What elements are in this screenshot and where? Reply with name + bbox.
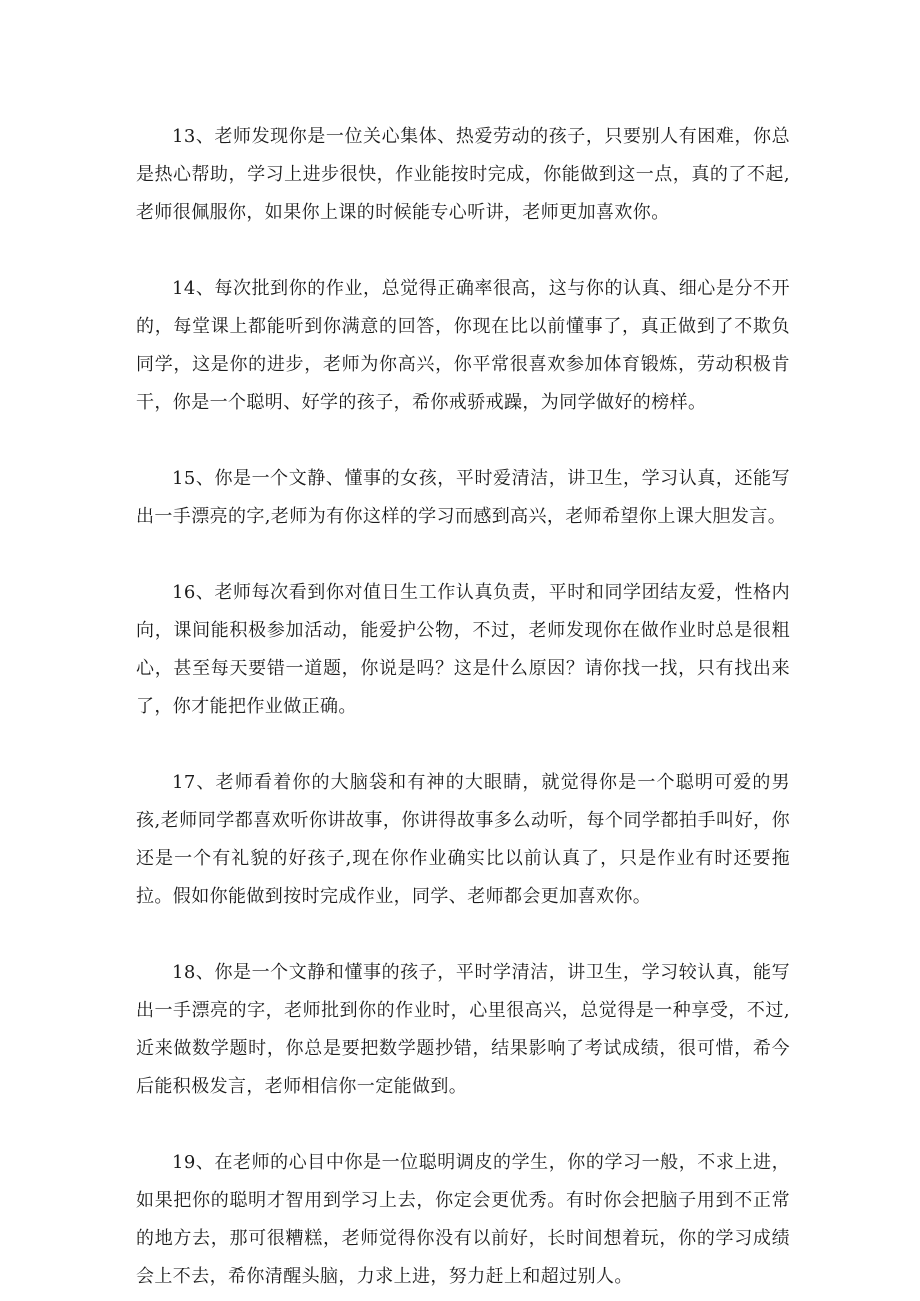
paragraph-13: 13、老师发现你是一位关心集体、热爱劳动的孩子，只要别人有困难，你总是热心帮助，学习上进步很快，作业能按时完成，你能做到这一点，真的了不起,老师很佩服你，如果你上课的时候能专心听讲，老师更加喜欢你。 xyxy=(136,126,790,223)
paragraph-16: 16、老师每次看到你对值日生工作认真负责，平时和同学团结友爱，性格内向，课间能积极参加活动，能爱护公物，不过，老师发现你在做作业时总是很粗心，甚至每天要错一道题，你说是吗？这是什么原因？请你找一找，只有找出来了，你才能把作业做正确。 xyxy=(136,582,790,717)
document-body xyxy=(136,118,790,1296)
paragraph-15: 15、你是一个文静、懂事的女孩，平时爱清洁，讲卫生，学习认真，还能写出一手漂亮的字,老师为有你这样的学习而感到高兴，老师希望你上课大胆发言。 xyxy=(136,468,790,527)
paragraph-19: 19、在老师的心目中你是一位聪明调皮的学生，你的学习一般，不求上进，如果把你的聪明才智用到学习上去，你定会更优秀。有时你会把脑子用到不正常的地方去，那可很糟糕，老师觉得你没有以前好，长时间想着玩，你的学习成绩会上不去，希你清醒头脑，力求上进，努力赶上和超过别人。 xyxy=(136,1152,790,1287)
paragraph-14: 14、每次批到你的作业，总觉得正确率很高，这与你的认真、细心是分不开的，每堂课上都能听到你满意的回答，你现在比以前懂事了，真正做到了不欺负同学，这是你的进步，老师为你高兴，你平常很喜欢参加体育锻炼，劳动积极肯干，你是一个聪明、好学的孩子，希你戒骄戒躁，为同学做好的榜样。 xyxy=(136,278,790,413)
paragraph-17: 17、老师看着你的大脑袋和有神的大眼睛，就觉得你是一个聪明可爱的男孩,老师同学都喜欢听你讲故事，你讲得故事多么动听，每个同学都拍手叫好，你还是一个有礼貌的好孩子,现在你作业确实比以前认真了，只是作业有时还要拖拉。假如你能做到按时完成作业，同学、老师都会更加喜欢你。 xyxy=(136,772,790,907)
paragraph-18: 18、你是一个文静和懂事的孩子，平时学清洁，讲卫生，学习较认真，能写出一手漂亮的字，老师批到你的作业时，心里很高兴，总觉得是一种享受，不过,近来做数学题时，你总是要把数学题抄错，结果影响了考试成绩，很可惜，希今后能积极发言，老师相信你一定能做到。 xyxy=(136,962,790,1097)
